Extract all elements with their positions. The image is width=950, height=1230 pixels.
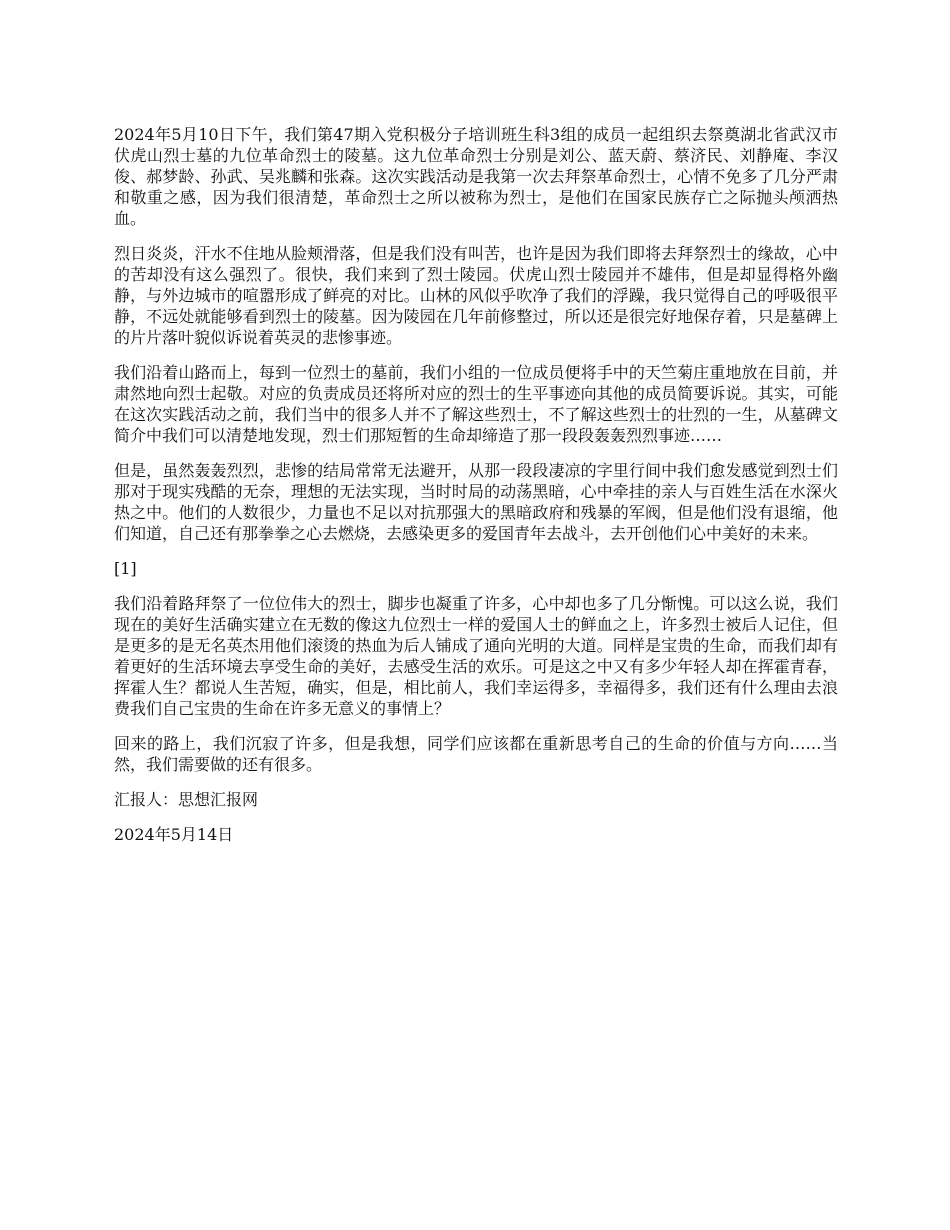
paragraph-intro: 2024年5月10日下午，我们第47期入党积极分子培训班生科3组的成员一起组织去祭奠湖北省武汉市伏虎山烈士墓的九位革命烈士的陵墓。这九位革命烈士分别是刘公、蓝天蔚、蔡济民、刘静庵、李汉俊、郝梦龄、孙武、吴兆麟和张森。这次实践活动是我第一次去拜祭革命烈士，心情不免多了几分严肃和敬重之感，因为我们很清楚，革命烈士之所以被称为烈士，是他们在国家民族存亡之际抛头颅洒热血。 — [114, 125, 838, 228]
reporter-line: 汇报人：思想汇报网 — [114, 790, 259, 809]
document-body — [114, 124, 838, 859]
paragraph-gratitude: 我们沿着路拜祭了一位位伟大的烈士，脚步也凝重了许多，心中却也多了几分惭愧。可以这么说，我们现在的美好生活确实建立在无数的像这九位烈士一样的爱国人士的鲜血之上，许多烈士被后人记住，但是更多的是无名英杰用他们滚烫的热血为后人铺成了通向光明的大道。同样是宝贵的生命，而我们却有着更好的生活环境去享受生命的美好，去感受生活的欢乐。可是这之中又有多少年轻人却在挥霍青春，挥霍人生？都说人生苦短，确实，但是，相比前人，我们幸运得多，幸福得多，我们还有什么理由去浪费我们自己宝贵的生命在许多无意义的事情上？ — [114, 594, 838, 718]
paragraph-tribute: 我们沿着山路而上，每到一位烈士的墓前，我们小组的一位成员便将手中的天竺菊庄重地放在目前，并肃然地向烈士起敬。对应的负责成员还将所对应的烈士的生平事迹向其他的成员简要诉说。其实，可能在这次实践活动之前，我们当中的很多人并不了解这些烈士，不了解这些烈士的壮烈的一生，从墓碑文简介中我们可以清楚地发现，烈士们那短暂的生命却缔造了那一段段轰轰烈烈事迹…… — [114, 363, 838, 445]
paragraph-reflection: 但是，虽然轰轰烈烈，悲惨的结局常常无法避开，从那一段段凄凉的字里行间中我们愈发感觉到烈士们那对于现实残酷的无奈，理想的无法实现，当时时局的动荡黑暗，心中牵挂的亲人与百姓生活在水深火热之中。他们的人数很少，力量也不足以对抗那强大的黑暗政府和残暴的军阀，但是他们没有退缩，他们知道，自己还有那拳拳之心去燃烧，去感染更多的爱国青年去战斗，去开创他们心中美好的未来。 — [114, 461, 838, 543]
paragraph-cemetery: 烈日炎炎，汗水不住地从脸颊滑落，但是我们没有叫苦，也许是因为我们即将去拜祭烈士的缘故，心中的苦却没有这么强烈了。很快，我们来到了烈士陵园。伏虎山烈士陵园并不雄伟，但是却显得格外幽静，与外边城市的喧嚣形成了鲜亮的对比。山林的风似乎吹净了我们的浮躁，我只觉得自己的呼吸很平静，不远处就能够看到烈士的陵墓。因为陵园在几年前修整过，所以还是很完好地保存着，只是墓碑上的片片落叶貌似诉说着英灵的悲惨事迹。 — [114, 244, 838, 347]
report-date: 2024年5月14日 — [114, 825, 234, 844]
footnote-marker: [1] — [114, 559, 137, 578]
paragraph-return: 回来的路上，我们沉寂了许多，但是我想，同学们应该都在重新思考自己的生命的价值与方向……当然，我们需要做的还有很多。 — [114, 734, 838, 774]
